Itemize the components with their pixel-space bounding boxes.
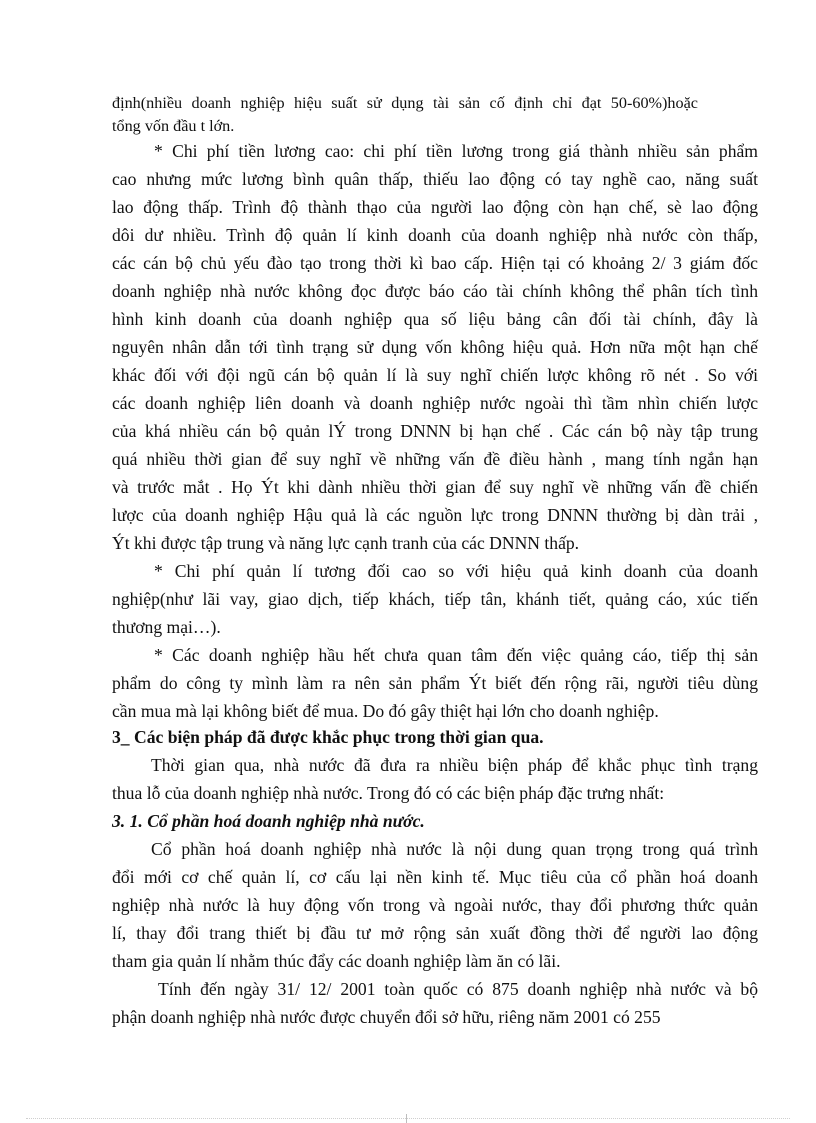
text-line: thương mại…). (112, 617, 221, 637)
subsection-heading: 3. 1. Cổ phần hoá doanh nghiệp nhà nước. (112, 811, 425, 831)
text-line: nghiệp nhà nước là huy động vốn trong và ngoài nước, thay đổi phương thức quản (112, 895, 758, 915)
text-line: dôi dư nhiều. Trình độ quản lí kinh doanh của doanh nghiệp nhà nước còn thấp, (112, 225, 758, 245)
text-line: đổi mới cơ chế quản lí, cơ cấu lại nền kinh tế. Mục tiêu của cổ phần hoá doanh (112, 867, 758, 887)
text-line: nghiệp(như lãi vay, giao dịch, tiếp khách, tiếp tân, khánh tiết, quảng cáo, xúc tiến (112, 589, 758, 609)
text-line: của khá nhiều cán bộ quản lÝ trong DNNN bị hạn chế . Các cán bộ này tập trung (112, 421, 758, 441)
text-line: phẩm do công ty mình làm ra nên sản phẩm Ýt biết đến rộng rãi, người tiêu dùng (112, 673, 758, 693)
text-line: hình kinh doanh của doanh nghiệp qua số liệu bảng cân đối tài chính, đây là (112, 309, 758, 329)
text-line: * Các doanh nghiệp hầu hết chưa quan tâm đến việc quảng cáo, tiếp thị sản (154, 645, 758, 665)
text-line: * Chi phí tiền lương cao: chi phí tiền lương trong giá thành nhiều sản phẩm (154, 141, 758, 161)
text-line: lí, thay đổi trang thiết bị đầu tư mở rộng sản xuất đồng thời để người lao động (112, 923, 758, 943)
section-heading: 3_ Các biện pháp đã được khắc phục trong thời gian qua. (112, 727, 544, 747)
text-line: lược của doanh nghiệp Hậu quả là các nguồn lực trong DNNN thường bị dàn trải , (112, 505, 758, 525)
text-line: Tính đến ngày 31/ 12/ 2001 toàn quốc có 875 doanh nghiệp nhà nước và bộ (158, 979, 758, 999)
text-line: * Chi phí quản lí tương đối cao so với hiệu quả kinh doanh của doanh (154, 561, 758, 581)
text-line: lao động thấp. Trình độ thành thạo của người lao động còn hạn chế, sè lao động (112, 197, 758, 217)
text-line: phận doanh nghiệp nhà nước được chuyển đổi sở hữu, riêng năm 2001 có 255 (112, 1007, 661, 1027)
text-line: Cổ phần hoá doanh nghiệp nhà nước là nội dung quan trọng trong quá trình (151, 839, 758, 859)
text-line: doanh nghiệp nhà nước không đọc được báo cáo tài chính không thể phân tích tình (112, 281, 758, 301)
text-line: các cán bộ chủ yếu đào tạo trong thời kì bao cấp. Hiện tại có khoảng 2/ 3 giám đốc (112, 253, 758, 273)
text-line: và trước mắt . Họ Ýt khi dành nhiều thời gian để suy nghĩ về những vấn đề chiến (112, 477, 758, 497)
page-footer-tick (406, 1114, 407, 1123)
text-line: cần mua mà lại không biết để mua. Do đó gây thiệt hại lớn cho doanh nghiệp. (112, 701, 659, 721)
page-footer-divider (26, 1118, 790, 1119)
text-line: cao nhưng mức lương bình quân thấp, thiếu lao động có tay nghề cao, năng suất (112, 169, 758, 189)
text-line: Thời gian qua, nhà nước đã đưa ra nhiều biện pháp để khắc phục tình trạng (151, 755, 758, 775)
text-line: Ýt khi được tập trung và năng lực cạnh tranh của các DNNN thấp. (112, 533, 580, 553)
text-line: khác đối với đội ngũ cán bộ quản lí là suy nghĩ chiến lược không rõ nét . So với (112, 365, 758, 385)
text-line: quá nhiều thời gian để suy nghĩ về những vấn đề điều hành , mang tính ngắn hạn (112, 449, 758, 469)
text-line: định(nhiều doanh nghiệp hiệu suất sử dụng tài sản cố định chỉ đạt 50-60%)hoặc (112, 94, 698, 112)
text-line: thua lỗ của doanh nghiệp nhà nước. Trong đó có các biện pháp đặc trưng nhất: (112, 783, 665, 803)
text-line: nguyên nhân dẫn tới tình trạng sử dụng vốn không hiệu quả. Hơn nữa một hạn chế (112, 337, 758, 357)
text-line: các doanh nghiệp liên doanh và doanh nghiệp nước ngoài thì tầm nhìn chiến lược (112, 393, 758, 413)
text-line: tổng vốn đầu t lớn. (112, 117, 235, 135)
text-line: tham gia quản lí nhằm thúc đẩy các doanh nghiệp làm ăn có lãi. (112, 951, 561, 971)
